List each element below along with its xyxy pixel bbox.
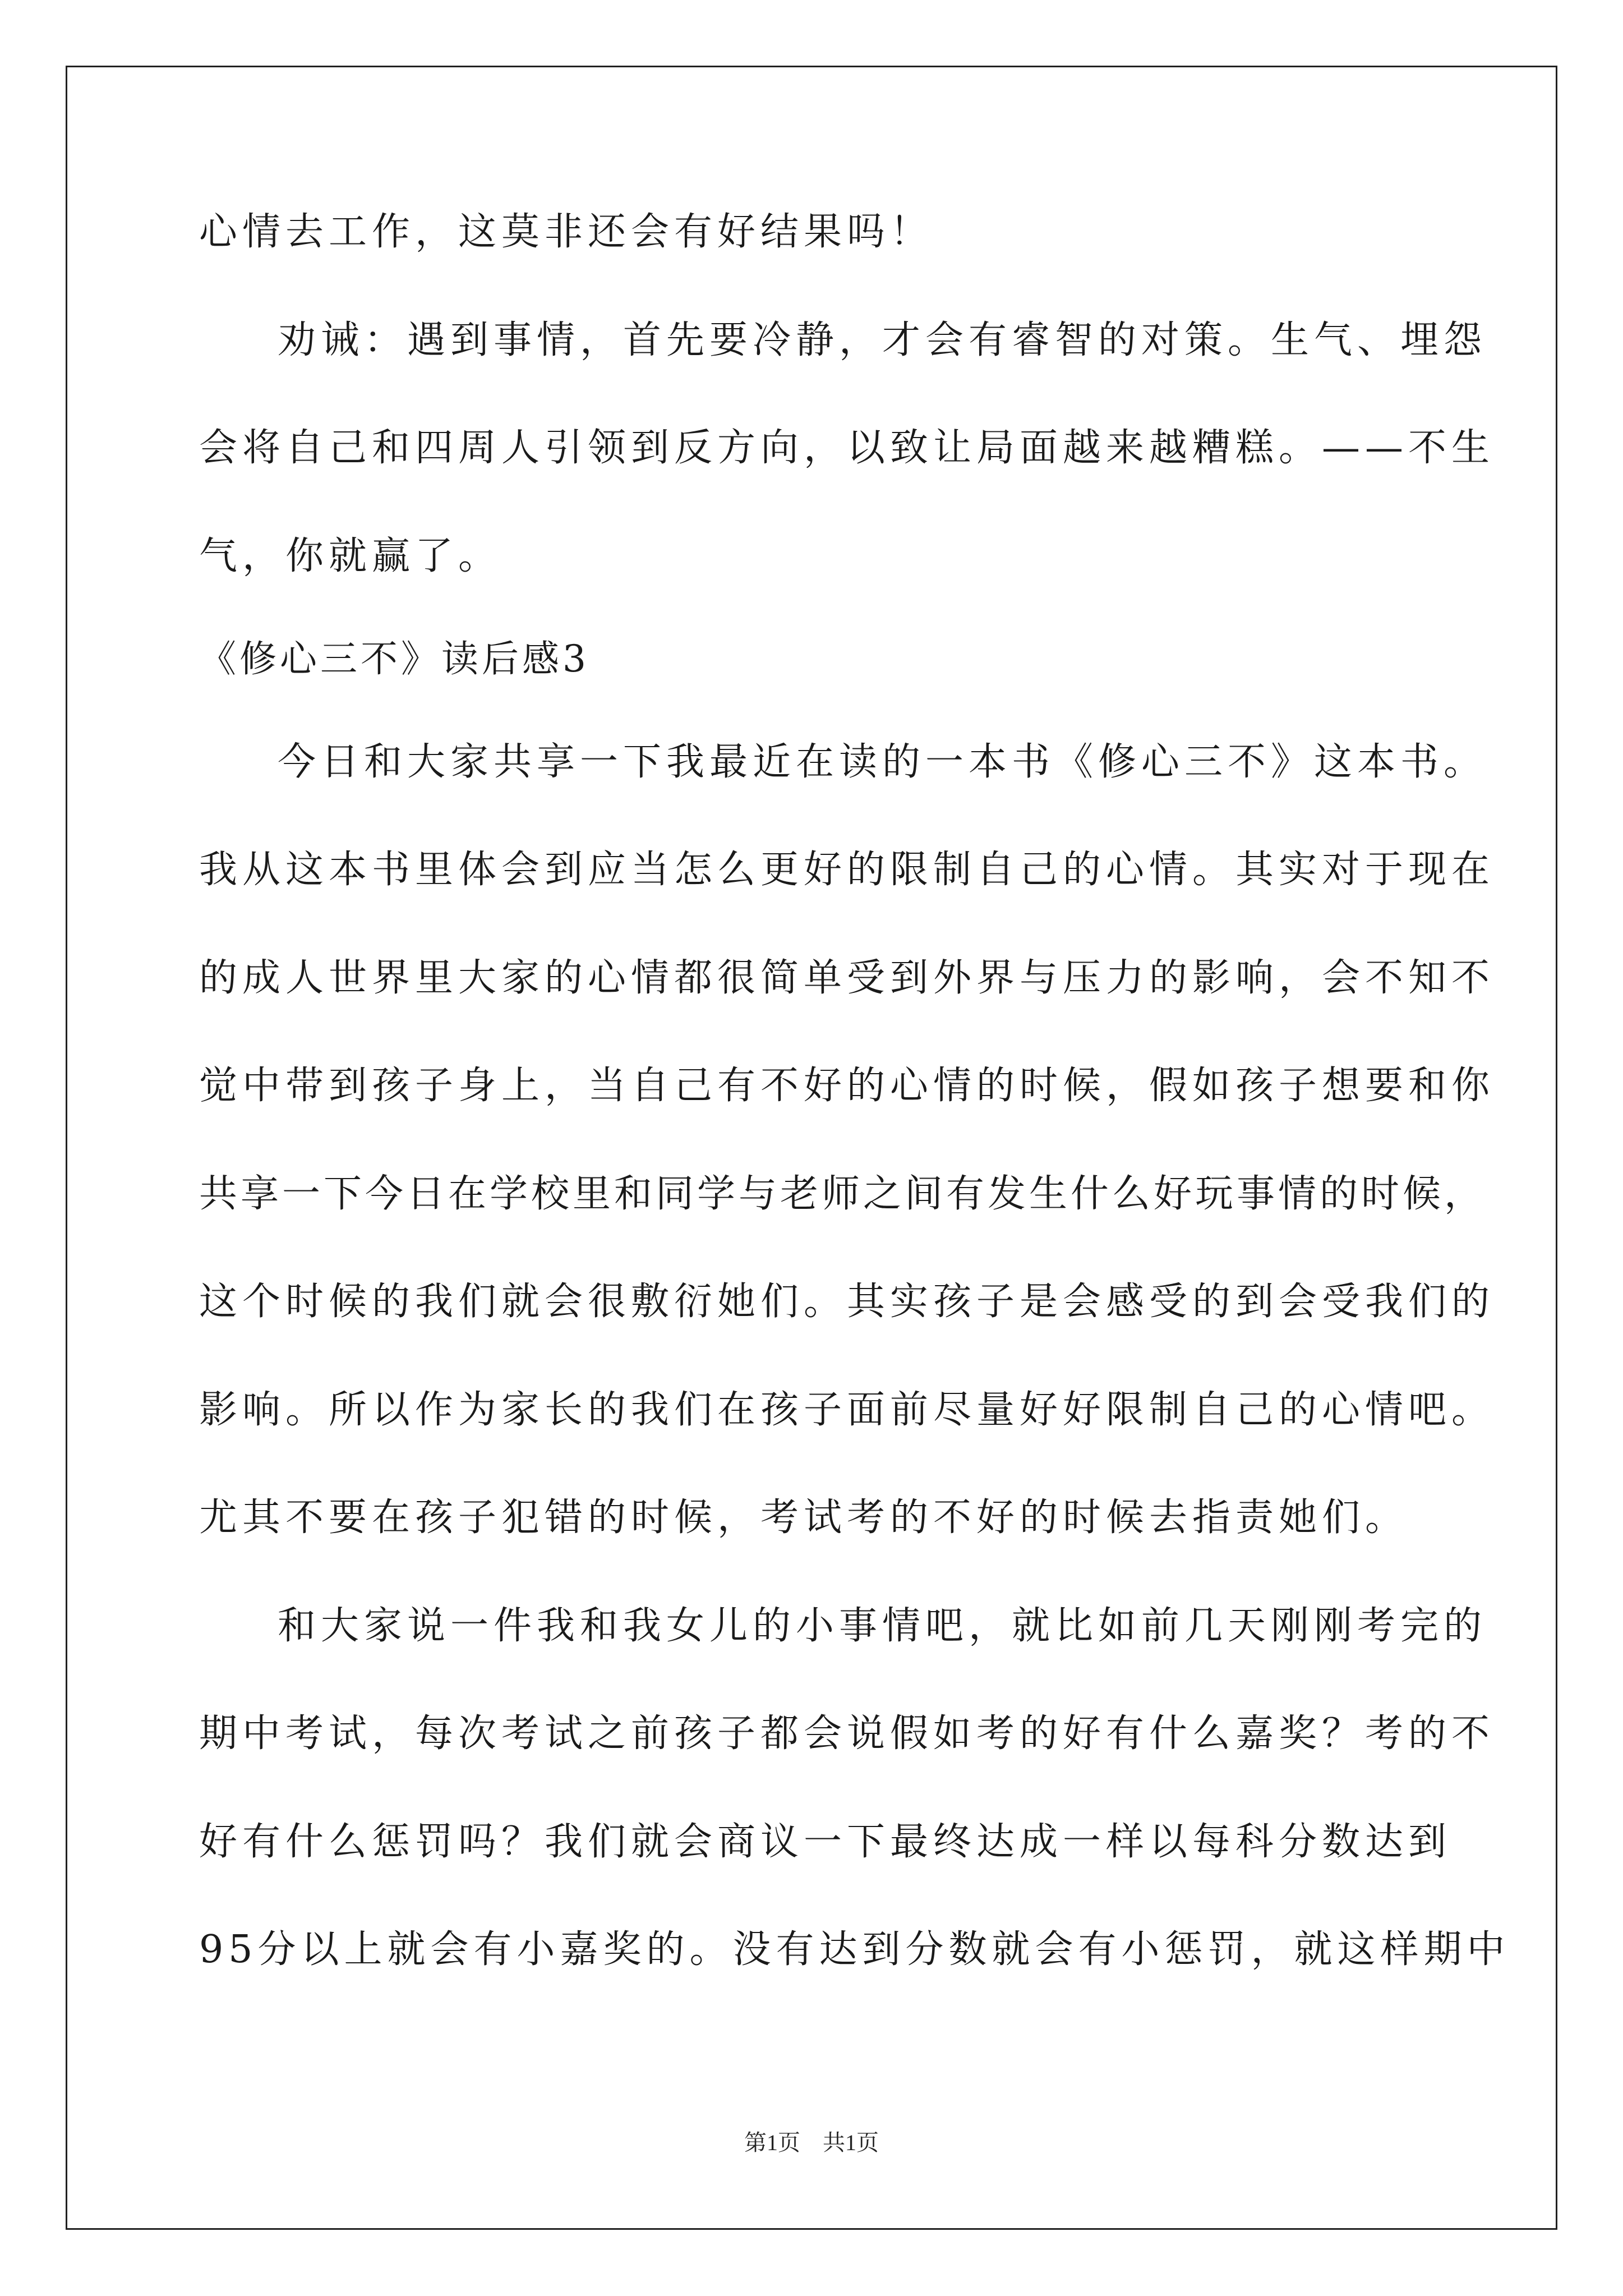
text-line: 今日和大家共享一下我最近在读的一本书《修心三不》这本书。 xyxy=(278,740,1487,784)
text-line: 心情去工作，这莫非还会有好结果吗！ xyxy=(199,210,934,254)
text-line: 气，你就赢了。 xyxy=(199,534,502,578)
text-line: 尤其不要在孩子犯错的时候，考试考的不好的时候去指责她们。 xyxy=(199,1496,1409,1540)
text-line: 会将自己和四周人引领到反方向，以致让局面越来越糟糕。——不生 xyxy=(199,426,1495,470)
page-number: 第1页 共1页 xyxy=(744,2130,879,2155)
text-line: 的成人世界里大家的心情都很简单受到外界与压力的影响，会不知不 xyxy=(199,956,1495,1000)
text-line: 影响。所以作为家长的我们在孩子面前尽量好好限制自己的心情吧。 xyxy=(199,1388,1495,1432)
text-line: 这个时候的我们就会很敷衍她们。其实孩子是会感受的到会受我们的 xyxy=(199,1280,1495,1324)
text-line: 好有什么惩罚吗？我们就会商议一下最终达成一样以每科分数达到 xyxy=(199,1820,1452,1864)
text-line: 觉中带到孩子身上，当自己有不好的心情的时候，假如孩子想要和你 xyxy=(199,1064,1495,1108)
text-line: 我从这本书里体会到应当怎么更好的限制自己的心情。其实对于现在 xyxy=(199,848,1495,892)
text-line: 共享一下今日在学校里和同学与老师之间有发生什么好玩事情的时候， xyxy=(199,1172,1486,1216)
section-title: 《修心三不》读后感3 xyxy=(199,637,589,680)
text-line: 期中考试，每次考试之前孩子都会说假如考的好有什么嘉奖？考的不 xyxy=(199,1711,1495,1756)
text-line: 劝诫：遇到事情，首先要冷静，才会有睿智的对策。生气、埋怨 xyxy=(278,318,1487,362)
text-line: 95分以上就会有小嘉奖的。没有达到分数就会有小惩罚，就这样期中 xyxy=(199,1927,1510,1972)
page-border xyxy=(66,66,1557,2230)
text-line: 和大家说一件我和我女儿的小事情吧，就比如前几天刚刚考完的 xyxy=(278,1604,1487,1648)
